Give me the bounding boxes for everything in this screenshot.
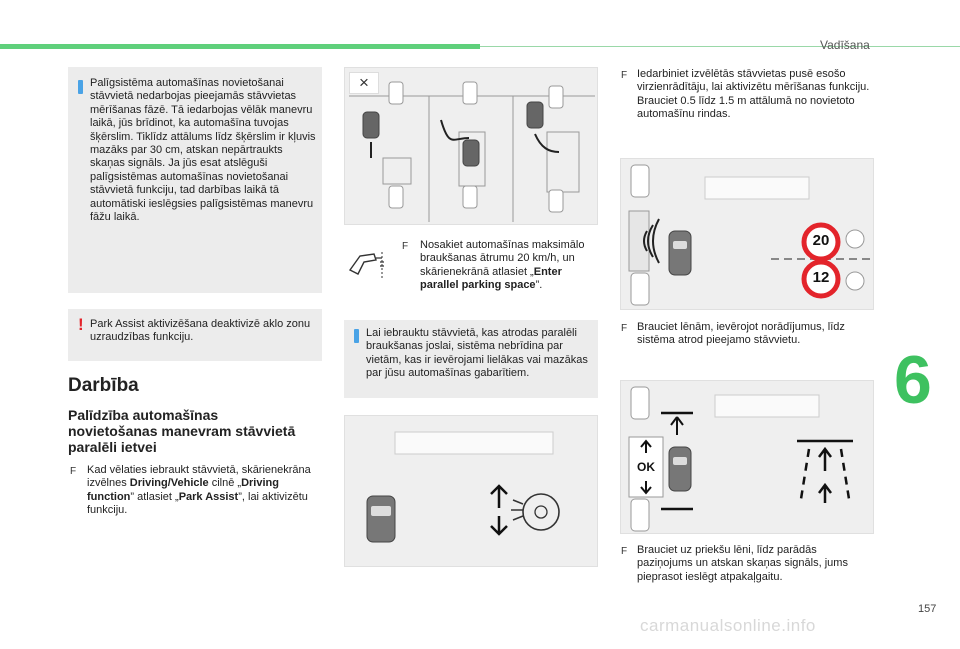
bullet-text: Brauciet uz priekšu lēni, līdz parādās paziņojums un atskan skaņas signāls, jums pieprasot ieslēgt atpakaļgaitu. (637, 544, 848, 583)
section-title: Vadīšana (820, 38, 870, 52)
bullet-text-part: Kad vēlaties iebraukt stāvvietā, skārienekrāna izvēlnes (87, 464, 311, 490)
bullet-text-bold: Driving function (87, 477, 279, 503)
info-note-box (68, 67, 322, 293)
parking-maneuver-illustration (344, 67, 598, 225)
space-found-illustration (620, 380, 874, 534)
warning-note-box (68, 309, 322, 361)
watermark: carmanualsonline.info (640, 616, 816, 635)
bullet-text (420, 239, 596, 293)
info-note-box (344, 320, 598, 398)
bullet-text-part: cilnē „ (208, 477, 242, 490)
bullet-text-bold: Driving/Vehicle (129, 477, 209, 490)
bullet-text-bold: Park Assist (178, 490, 239, 503)
speed-sign-current: 12 (812, 269, 830, 286)
maneuver-diagram (345, 68, 599, 226)
bullet-mark: F (402, 241, 409, 252)
bullet-text-part: ”, lai aktivizētu funkciju. (87, 490, 308, 517)
bullet-text-part: Nosakiet automašīnas maksimālo braukšanas ātrumu 20 km/h, un skārienekrānā atlasiet „ (420, 239, 585, 278)
driving-illustration (344, 415, 598, 567)
info-icon (78, 80, 83, 94)
bullet-mark: F (621, 546, 628, 557)
bullet-text-part: ” atlasiet „ (130, 490, 179, 503)
speed-sign-max: 20 (812, 232, 830, 249)
bullet-mark: F (621, 70, 628, 81)
driving-diagram (345, 416, 599, 568)
bullet-mark: F (70, 466, 77, 477)
steering-hand-icon (346, 248, 386, 280)
section-heading: Darbība (68, 375, 139, 396)
header-rule (480, 46, 960, 47)
space-found-diagram (621, 381, 875, 535)
bullet-text: Brauciet lēnām, ievērojot norādījumus, līdz sistēma atrod pieejamo stāvvietu. (637, 321, 845, 347)
bullet-text-bold: Enter parallel parking space (420, 265, 562, 292)
bullet-text-part: ”. (535, 279, 543, 292)
header-accent-bar (0, 44, 480, 49)
bullet-text: Iedarbiniet izvēlētās stāvvietas pusē esošo virzienrādītāju, lai aktivizētu mērīšanas funkciju. Brauciet 0.5 līdz 1.5 m attālumā no novietoto automašīnu rindas. (637, 68, 870, 121)
close-icon: × (359, 73, 369, 92)
measurement-illustration (620, 158, 874, 310)
warning-note-text: Park Assist aktivizēšana deaktivizē aklo zonu uzraudzības funkciju. (90, 318, 311, 344)
ok-label: OK (637, 460, 655, 474)
info-note-text: Lai iebrauktu stāvvietā, kas atrodas paralēli braukšanas joslai, sistēma nebrīdina par vietām, kas ir ievērojami lielākas vai mazākas par jūsu automašīnas gabarītiem. (366, 327, 588, 380)
warning-icon: ! (78, 315, 84, 334)
page-number: 157 (918, 603, 937, 615)
info-note-text: Palīgsistēma automašīnas novietošanai stāvvietā nedarbojas pieejamās stāvvietas mērīšanas fāzē. Tā iedarbojas vēlāk manevru laikā, jūs brīdinot, ka automašīna tuvojas šķērslim. Tiklīdz attālums līdz šķērslim ir kļuvis mazāks par 30 cm, atskan nepārtraukts skaņas signāls. Ja jūs esat atslēguši palīgsistēmas automašīnas novietošanai stāvvietā funkciju, tad darbības laikā tā automātiski ieslēgsies palīgsistēmas manevru fāžu laikā. (90, 77, 316, 224)
info-icon (354, 329, 359, 343)
chapter-number: 6 (894, 340, 960, 420)
bullet-mark: F (621, 323, 628, 334)
bullet-text (87, 464, 312, 518)
sub-heading: Palīdzība automašīnas novietošanas manevram stāvvietā paralēli ietvei (68, 407, 296, 455)
